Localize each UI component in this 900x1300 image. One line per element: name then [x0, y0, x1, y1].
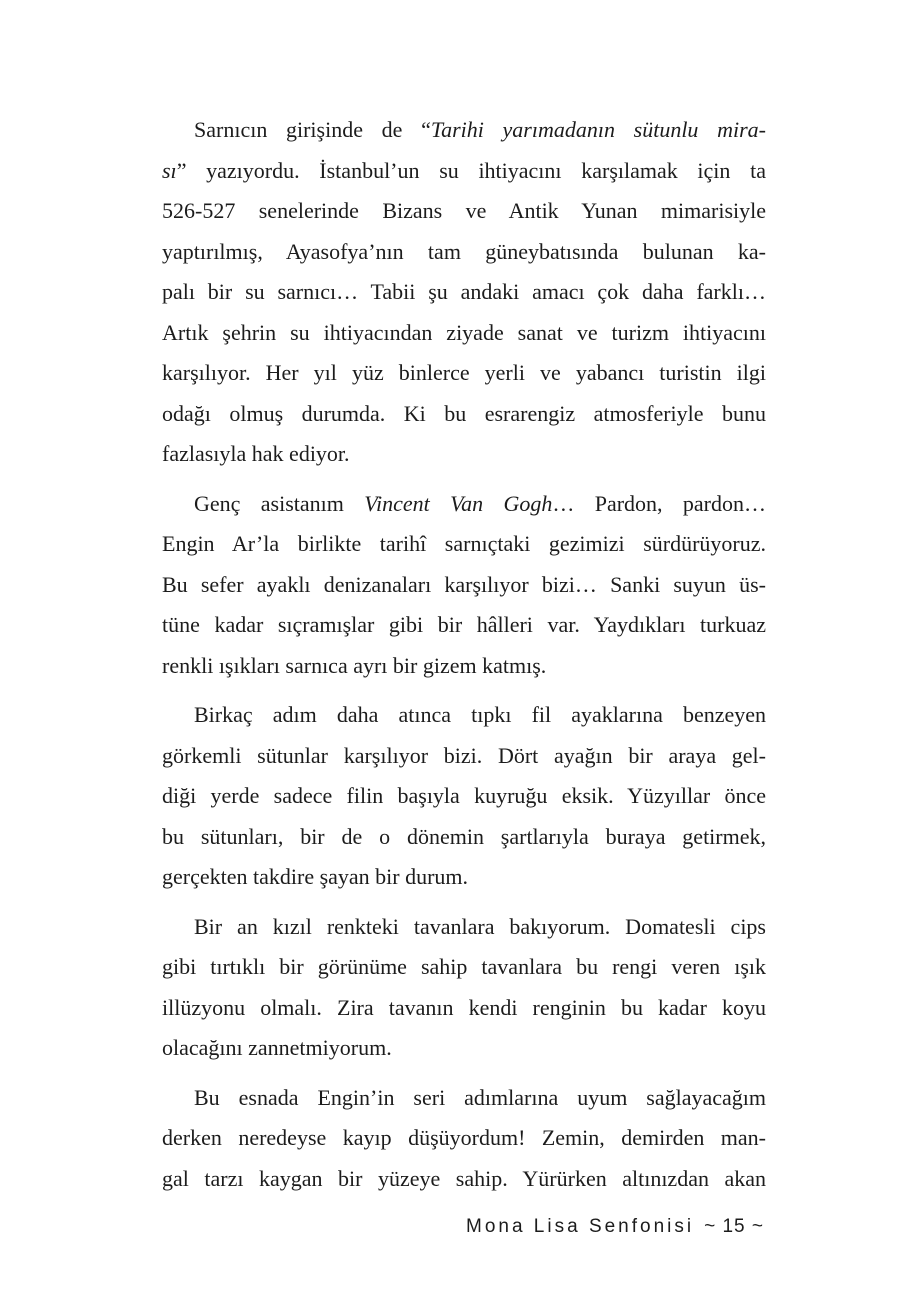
text-run: olacağını zannetmiyorum.	[162, 1035, 392, 1060]
text-run: palı bir su sarnıcı… Tabii şu andaki amacı çok daha farklı…	[162, 279, 766, 304]
text-line	[162, 232, 766, 273]
text-run: ” yazıyordu. İstanbul’un su ihtiyacını karşılamak için ta	[176, 157, 766, 183]
page-number: ~ 15 ~	[704, 1216, 764, 1237]
text-line	[162, 484, 766, 525]
italic-text-run: sı	[162, 157, 177, 183]
text-line	[162, 907, 766, 948]
text-line	[162, 110, 766, 151]
text-run: tüne kadar sıçramışlar gibi bir hâlleri var. Yaydıkları turkuaz	[162, 612, 766, 637]
text-run: Genç asistanım	[194, 490, 365, 516]
text-run: Sarnıcın girişinde de “	[194, 117, 431, 142]
text-run: … Pardon, pardon…	[552, 490, 766, 516]
text-line	[162, 817, 766, 858]
text-line	[162, 394, 766, 435]
text-run: gerçekten takdire şayan bir durum.	[162, 864, 469, 889]
text-line	[162, 151, 766, 192]
text-line	[162, 1159, 766, 1200]
text-run: fazlasıyla hak ediyor.	[162, 441, 350, 466]
text-line	[162, 565, 766, 606]
text-line	[162, 1078, 766, 1119]
text-line	[162, 605, 766, 646]
paragraph	[162, 1078, 766, 1200]
paragraph	[162, 484, 766, 687]
text-run: Engin Ar’la birlikte tarihî sarnıçtaki gezimizi sürdürüyoruz.	[162, 531, 766, 556]
book-title: Mona Lisa Senfonisi	[466, 1216, 695, 1237]
text-line	[162, 736, 766, 777]
body-text	[162, 110, 766, 1208]
text-line	[162, 646, 766, 687]
text-line	[162, 524, 766, 565]
page-footer	[466, 1216, 764, 1238]
italic-text-run: Vincent Van Gogh	[364, 490, 553, 516]
text-run: odağı olmuş durumda. Ki bu esrarengiz atmosferiyle bunu	[162, 400, 766, 426]
text-line	[162, 272, 766, 313]
text-line	[162, 988, 766, 1029]
text-line	[162, 947, 766, 988]
text-run: yaptırılmış, Ayasofya’nın tam güneybatısında bulunan ka-	[162, 238, 766, 264]
text-line	[162, 434, 766, 475]
text-run: gal tarzı kaygan bir yüzeye sahip. Yürürken altınızdan akan	[162, 1165, 766, 1191]
text-run: karşılıyor. Her yıl yüz binlerce yerli ve yabancı turistin ilgi	[162, 360, 766, 385]
text-line	[162, 1118, 766, 1159]
text-line	[162, 313, 766, 354]
text-line	[162, 857, 766, 898]
text-line	[162, 695, 766, 736]
text-run: Artık şehrin su ihtiyacından ziyade sanat ve turizm ihtiyacını	[162, 319, 766, 345]
text-run: gibi tırtıklı bir görünüme sahip tavanlara bu rengi veren ışık	[162, 954, 766, 979]
text-line	[162, 1028, 766, 1069]
text-run: bu sütunları, bir de o dönemin şartlarıyla buraya getirmek,	[162, 823, 766, 849]
text-run: Birkaç adım daha atınca tıpkı fil ayaklarına benzeyen	[194, 702, 766, 727]
text-line	[162, 776, 766, 817]
text-run: görkemli sütunlar karşılıyor bizi. Dört ayağın bir araya gel-	[162, 742, 766, 768]
italic-text-run: Tarihi yarımadanın sütunlu mira-	[430, 117, 766, 142]
paragraph	[162, 110, 766, 475]
text-run: 526-527 senelerinde Bizans ve Antik Yunan mimarisiyle	[162, 198, 766, 223]
paragraph	[162, 695, 766, 898]
text-run: Bir an kızıl renkteki tavanlara bakıyorum. Domatesli cips	[194, 913, 766, 939]
text-line	[162, 191, 766, 232]
text-line	[162, 353, 766, 394]
text-run: derken neredeyse kayıp düşüyordum! Zemin, demirden man-	[162, 1125, 766, 1150]
text-run: Bu esnada Engin’in seri adımlarına uyum sağlayacağım	[194, 1084, 766, 1110]
text-run: Bu sefer ayaklı denizanaları karşılıyor bizi… Sanki suyun üs-	[162, 571, 766, 597]
paragraph	[162, 907, 766, 1069]
text-run: renkli ışıkları sarnıca ayrı bir gizem katmış.	[162, 652, 547, 678]
text-run: diği yerde sadece filin başıyla kuyruğu eksik. Yüzyıllar önce	[162, 783, 766, 808]
text-run: illüzyonu olmalı. Zira tavanın kendi renginin bu kadar koyu	[162, 994, 766, 1020]
